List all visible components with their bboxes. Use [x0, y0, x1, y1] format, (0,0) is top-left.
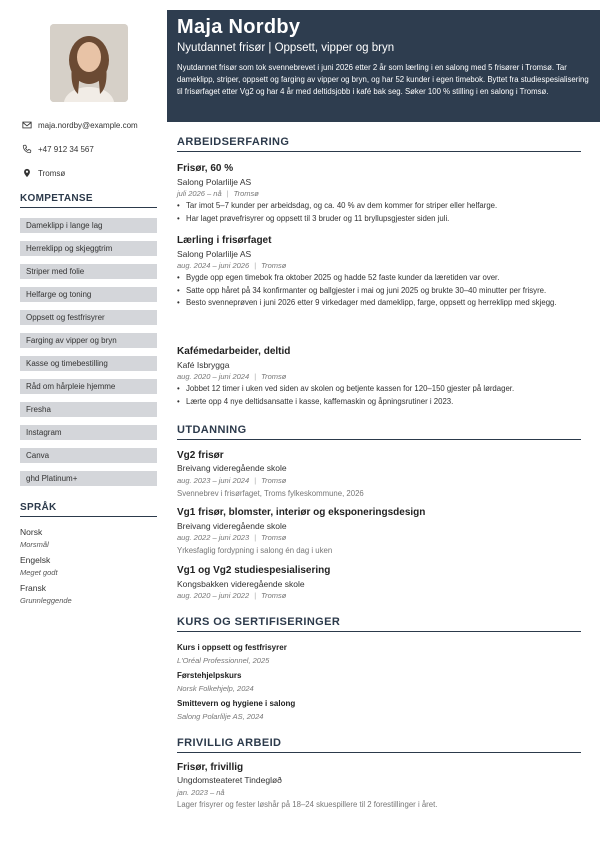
volunteer-heading: FRIVILLIG ARBEID [177, 737, 581, 753]
job-bullets [177, 272, 577, 310]
education-meta: aug. 2023 – juni 2024 | Tromsø [177, 476, 287, 485]
skill-item: Kasse og timebestilling [20, 356, 157, 371]
education-title: Vg1 og Vg2 studiespesialisering [177, 565, 331, 576]
skill-item: Fresha [20, 402, 157, 417]
skill-item: Oppsett og festfrisyrer [20, 310, 157, 325]
skill-item: ghd Platinum+ [20, 471, 157, 486]
header-banner [167, 10, 600, 122]
volunteer-title: Frisør, frivillig [177, 762, 244, 773]
education-dates: aug. 2020 – juni 2022 [177, 591, 250, 600]
course-title: Smittevern og hygiene i salong [177, 699, 296, 708]
education-school: Breivang videregående skole [177, 521, 287, 531]
job-employer: Salong Polarlilje AS [177, 177, 252, 187]
course-title: Kurs i oppsett og festfrisyrer [177, 643, 287, 652]
job-title: Kafémedarbeider, deltid [177, 346, 291, 357]
skill-item: Dameklipp i lange lag [20, 218, 157, 233]
education-place: Tromsø [261, 533, 287, 542]
skill-item: Råd om hårpleie hjemme [20, 379, 157, 394]
course-provider: L'Oréal Professionnel, 2025 [177, 656, 270, 665]
location-pin-icon [22, 168, 32, 178]
language-name: Engelsk [20, 555, 51, 565]
skill-item: Helfarge og toning [20, 287, 157, 302]
job-title: Frisør, 60 % [177, 163, 234, 174]
volunteer-org: Ungdomsteateret Tindegløð [177, 775, 282, 785]
job-employer: Salong Polarlilje AS [177, 249, 252, 259]
list-item: • Bygde opp egen timebok fra oktober 2025 og hadde 52 faste kunder da læretiden var over. [177, 272, 577, 285]
languages-heading: SPRÅK [20, 502, 157, 517]
language-name: Fransk [20, 583, 46, 593]
course-provider: Norsk Folkehjelp, 2024 [177, 684, 254, 693]
list-item: • Satte opp håret på 34 konfirmanter og ballgjester i mai og juni 2025 og brukte 30–40 minutter per frisyre. [177, 285, 577, 298]
education-school: Breivang videregående skole [177, 463, 287, 473]
language-level: Morsmål [20, 540, 49, 549]
education-title: Vg2 frisør [177, 450, 224, 461]
course-title: Førstehjelpskurs [177, 671, 242, 680]
list-item: • Tar imot 5–7 kunder per arbeidsdag, og ca. 40 % av dem kommer for striper eller helfarge. [177, 200, 577, 213]
job-place: Tromsø [261, 372, 287, 381]
education-meta: aug. 2022 – juni 2023 | Tromsø [177, 533, 287, 542]
education-place: Tromsø [261, 476, 287, 485]
location-text: Tromsø [38, 168, 66, 178]
volunteer-description: Lager frisyrer og fester løshår på 18–24 skuespillere til 2 forestillinger i året. [177, 800, 438, 809]
education-dates: aug. 2023 – juni 2024 [177, 476, 250, 485]
experience-heading: ARBEIDSERFARING [177, 136, 581, 152]
job-dates: aug. 2020 – juni 2024 [177, 372, 250, 381]
list-item: • Besto svenneprøven i juni 2026 etter 9 virkedager med dameklipp, farge, oppsett og herreklipp med skjegg. [177, 297, 577, 310]
skill-item: Herreklipp og skjeggtrim [20, 241, 157, 256]
education-title: Vg1 frisør, blomster, interiør og eksponeringsdesign [177, 507, 426, 518]
job-meta: aug. 2020 – juni 2024 | Tromsø [177, 372, 287, 381]
education-place: Tromsø [261, 591, 287, 600]
job-place: Tromsø [233, 189, 259, 198]
job-dates: juli 2026 – nå [177, 189, 222, 198]
language-level: Meget godt [20, 568, 58, 577]
mail-icon [22, 120, 32, 130]
person-name: Maja Nordby [177, 16, 301, 38]
sidebar [0, 0, 166, 849]
profile-photo [50, 24, 128, 102]
language-name: Norsk [20, 527, 43, 537]
job-employer: Kafé Isbrygga [177, 360, 230, 370]
courses-heading: KURS OG SERTIFISERINGER [177, 616, 581, 632]
phone-icon [22, 144, 32, 154]
skill-item: Canva [20, 448, 157, 463]
job-bullets [177, 383, 577, 408]
email-text: maja.nordby@example.com [38, 120, 138, 130]
education-note: Yrkesfaglig fordypning i salong én dag i uken [177, 546, 333, 555]
job-meta: juli 2026 – nå | Tromsø [177, 189, 259, 198]
education-school: Kongsbakken videregående skole [177, 579, 305, 589]
job-role: Nyutdannet frisør | Oppsett, vipper og bryn [177, 42, 395, 54]
course-provider: Salong Polarlilje AS, 2024 [177, 712, 264, 721]
education-heading: UTDANNING [177, 424, 581, 440]
education-meta: aug. 2020 – juni 2022 | Tromsø [177, 591, 287, 600]
education-note: Svennebrev i frisørfaget, Troms fylkeskommune, 2026 [177, 489, 364, 498]
job-dates: aug. 2024 – juni 2026 [177, 261, 250, 270]
contact-email[interactable] [22, 120, 138, 130]
skills-heading: KOMPETANSE [20, 193, 157, 208]
list-item: • Har laget prøvefrisyrer og oppsett til 3 bruder og 11 bryllupsgjester siden juli. [177, 213, 577, 226]
profile-summary: Nyutdannet frisør som tok svennebrevet i juni 2026 etter 2 år som lærling i en salong med 5 frisører i Tromsø. Tar dameklipp, striper, oppsett og farging av vipper og bryn, og har 52 kunder i egen timebok. Byttet fra studiespesialisering til frisørfaget etter Vg2 og har 4 år med deltidsjobb i kafé bak seg. Søker 100 % stilling i en salong i Tromsø. [177, 63, 589, 96]
contact-phone[interactable] [22, 144, 94, 154]
job-bullets [177, 200, 577, 225]
phone-text: +47 912 34 567 [38, 144, 94, 154]
list-item: • Lærte opp 4 nye deltidsansatte i kasse, kaffemaskin og åpningsrutiner i 2023. [177, 396, 577, 409]
skill-item: Instagram [20, 425, 157, 440]
job-place: Tromsø [261, 261, 287, 270]
job-title: Lærling i frisørfaget [177, 235, 272, 246]
contact-location [22, 168, 65, 178]
volunteer-dates: jan. 2023 – nå [177, 788, 225, 797]
list-item: • Jobbet 12 timer i uken ved siden av skolen og betjente kassen for 120–150 gjester på lørdager. [177, 383, 577, 396]
skill-item: Striper med folie [20, 264, 157, 279]
skill-item: Farging av vipper og bryn [20, 333, 157, 348]
education-dates: aug. 2022 – juni 2023 [177, 533, 250, 542]
job-meta: aug. 2024 – juni 2026 | Tromsø [177, 261, 287, 270]
language-level: Grunnleggende [20, 596, 72, 605]
